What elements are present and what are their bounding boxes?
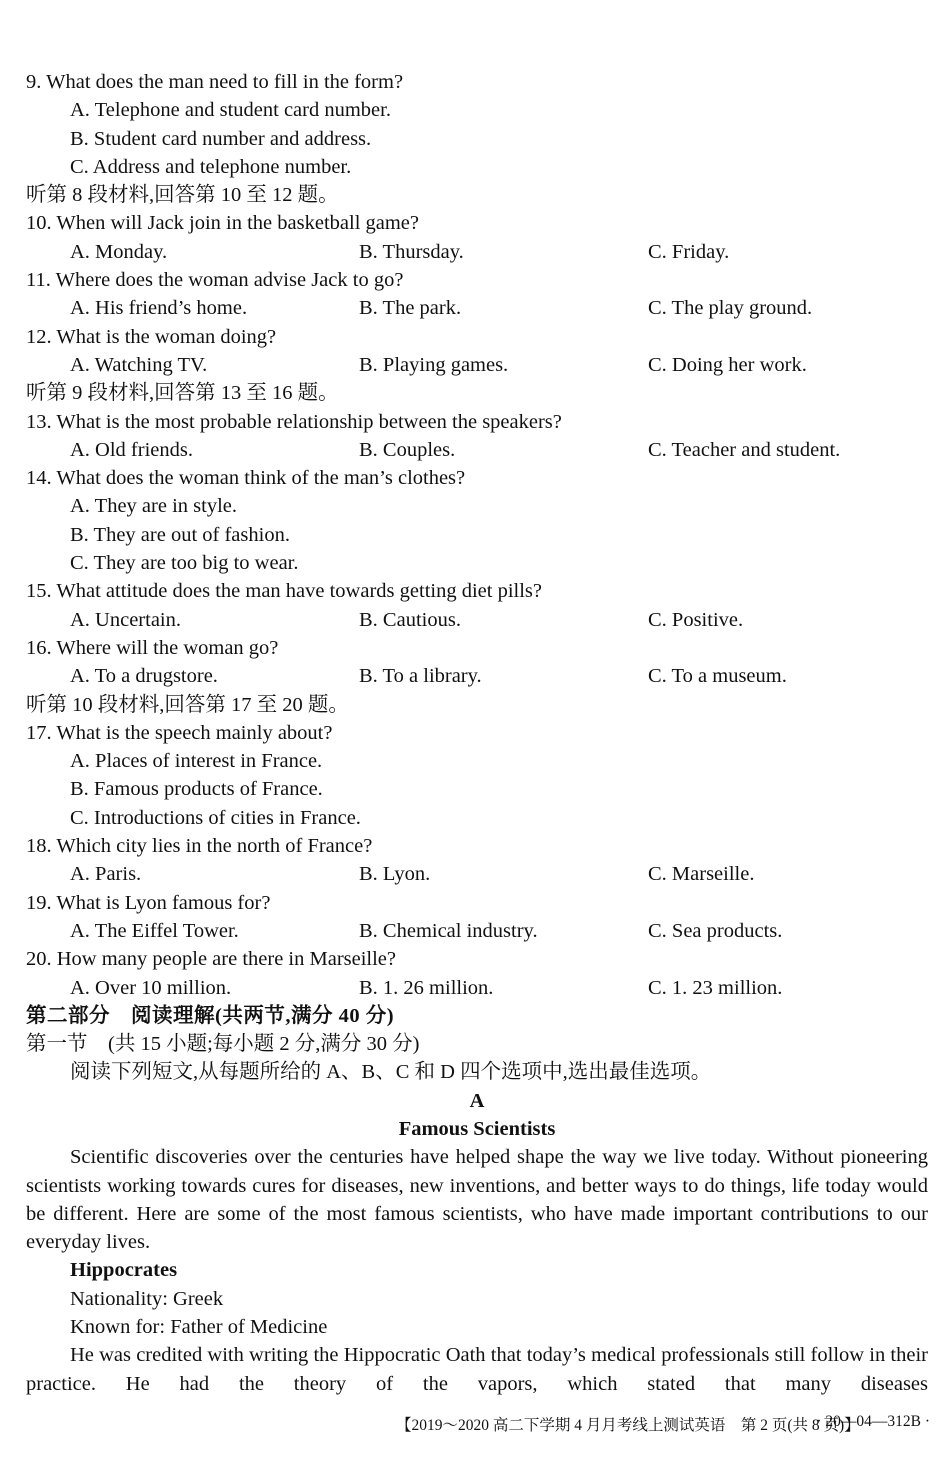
option-13b: B. Couples.	[359, 438, 456, 461]
options-20	[26, 974, 928, 1002]
option-17a: A. Places of interest in France.	[70, 750, 323, 773]
part-two-title: 第二部分 阅读理解(共两节,满分 40 分)	[26, 1004, 395, 1027]
question-13: 13. What is the most probable relationship between the speakers?	[26, 410, 562, 433]
option-16a: A. To a drugstore.	[70, 665, 218, 688]
options-16	[26, 662, 928, 690]
question-9: 9. What does the man need to fill in the form?	[26, 71, 404, 93]
option-20b: B. 1. 26 million.	[359, 976, 494, 999]
option-9a: A. Telephone and student card number.	[70, 99, 391, 122]
question-14: 14. What does the woman think of the man’s clothes?	[26, 467, 466, 490]
question-20: 20. How many people are there in Marseille?	[26, 948, 397, 971]
scientist-nationality: Nationality: Greek	[70, 1287, 224, 1310]
option-19a: A. The Eiffel Tower.	[70, 919, 239, 942]
question-10: 10. When will Jack join in the basketball game?	[26, 212, 420, 235]
option-15a: A. Uncertain.	[70, 608, 181, 631]
option-12b: B. Playing games.	[359, 353, 509, 376]
options-13	[26, 436, 928, 464]
options-15	[26, 606, 928, 634]
question-16: 16. Where will the woman go?	[26, 636, 279, 659]
section-heading-10: 听第 10 段材料,回答第 17 至 20 题。	[26, 693, 349, 716]
option-18a: A. Paris.	[70, 863, 142, 886]
option-17b: B. Famous products of France.	[70, 778, 323, 801]
intro-paragraph: Scientific discoveries over the centuries have helped shape the way we live today. Without pioneering scientists working towards cures for diseases, new inventions, and better ways to do things, life today would be different. Here are some of the most famous scientists, who have made important contributions to our everyday lives.	[26, 1146, 928, 1254]
footer-title: 【2019～2020 高二下学期 4 月月考线上测试英语 第 2 页(共 8 页)】	[396, 1417, 860, 1434]
scientist-name: Hippocrates	[70, 1259, 178, 1282]
option-11c: C. The play ground.	[648, 297, 813, 320]
section-heading-8: 听第 8 段材料,回答第 10 至 12 题。	[26, 184, 339, 207]
option-17c: C. Introductions of cities in France.	[70, 806, 361, 829]
options-12	[26, 351, 928, 379]
section-one-title: 第一节 (共 15 小题;每小题 2 分,满分 30 分)	[26, 1033, 420, 1056]
passage-title: Famous Scientists	[398, 1117, 556, 1140]
footer-code: · 20—04—312B ·	[816, 1413, 930, 1430]
option-14c: C. They are too big to wear.	[70, 552, 299, 575]
options-19	[26, 917, 928, 945]
option-15c: C. Positive.	[648, 608, 744, 631]
option-18c: C. Marseille.	[648, 863, 755, 886]
option-20c: C. 1. 23 million.	[648, 976, 783, 999]
hippocrates-paragraph: He was credited with writing the Hippocratic Oath that today’s medical professionals still follow in their practice. He had the theory of the vapors, which stated that many diseases	[26, 1344, 928, 1395]
option-13a: A. Old friends.	[70, 438, 193, 461]
option-9c: C. Address and telephone number.	[70, 155, 352, 178]
option-14b: B. They are out of fashion.	[70, 523, 290, 546]
option-15b: B. Cautious.	[359, 608, 461, 631]
options-18	[26, 860, 928, 888]
option-11b: B. The park.	[359, 297, 462, 320]
passage-letter: A	[469, 1089, 485, 1112]
option-16b: B. To a library.	[359, 665, 482, 688]
scientist-known-for: Known for: Father of Medicine	[70, 1316, 328, 1339]
option-19b: B. Chemical industry.	[359, 919, 538, 942]
option-16c: C. To a museum.	[648, 665, 787, 688]
question-15: 15. What attitude does the man have towards getting diet pills?	[26, 580, 542, 603]
option-10b: B. Thursday.	[359, 240, 464, 263]
question-17: 17. What is the speech mainly about?	[26, 721, 333, 744]
section-heading-9: 听第 9 段材料,回答第 13 至 16 题。	[26, 382, 339, 405]
option-13c: C. Teacher and student.	[648, 438, 841, 461]
option-12c: C. Doing her work.	[648, 353, 807, 376]
option-9b: B. Student card number and address.	[70, 127, 372, 150]
option-19c: C. Sea products.	[648, 919, 783, 942]
option-10c: C. Friday.	[648, 240, 730, 263]
options-10	[26, 238, 928, 266]
question-12: 12. What is the woman doing?	[26, 325, 277, 348]
option-20a: A. Over 10 million.	[70, 976, 232, 999]
option-11a: A. His friend’s home.	[70, 297, 248, 320]
question-18: 18. Which city lies in the north of France?	[26, 835, 373, 858]
options-11	[26, 294, 928, 322]
question-11: 11. Where does the woman advise Jack to go?	[26, 269, 404, 292]
exam-page	[26, 68, 928, 1398]
option-18b: B. Lyon.	[359, 863, 431, 886]
option-10a: A. Monday.	[70, 240, 168, 263]
page-footer	[0, 1413, 950, 1437]
question-19: 19. What is Lyon famous for?	[26, 891, 271, 914]
option-14a: A. They are in style.	[70, 495, 237, 518]
option-12a: A. Watching TV.	[70, 353, 208, 376]
instructions: 阅读下列短文,从每题所给的 A、B、C 和 D 四个选项中,选出最佳选项。	[70, 1061, 712, 1084]
